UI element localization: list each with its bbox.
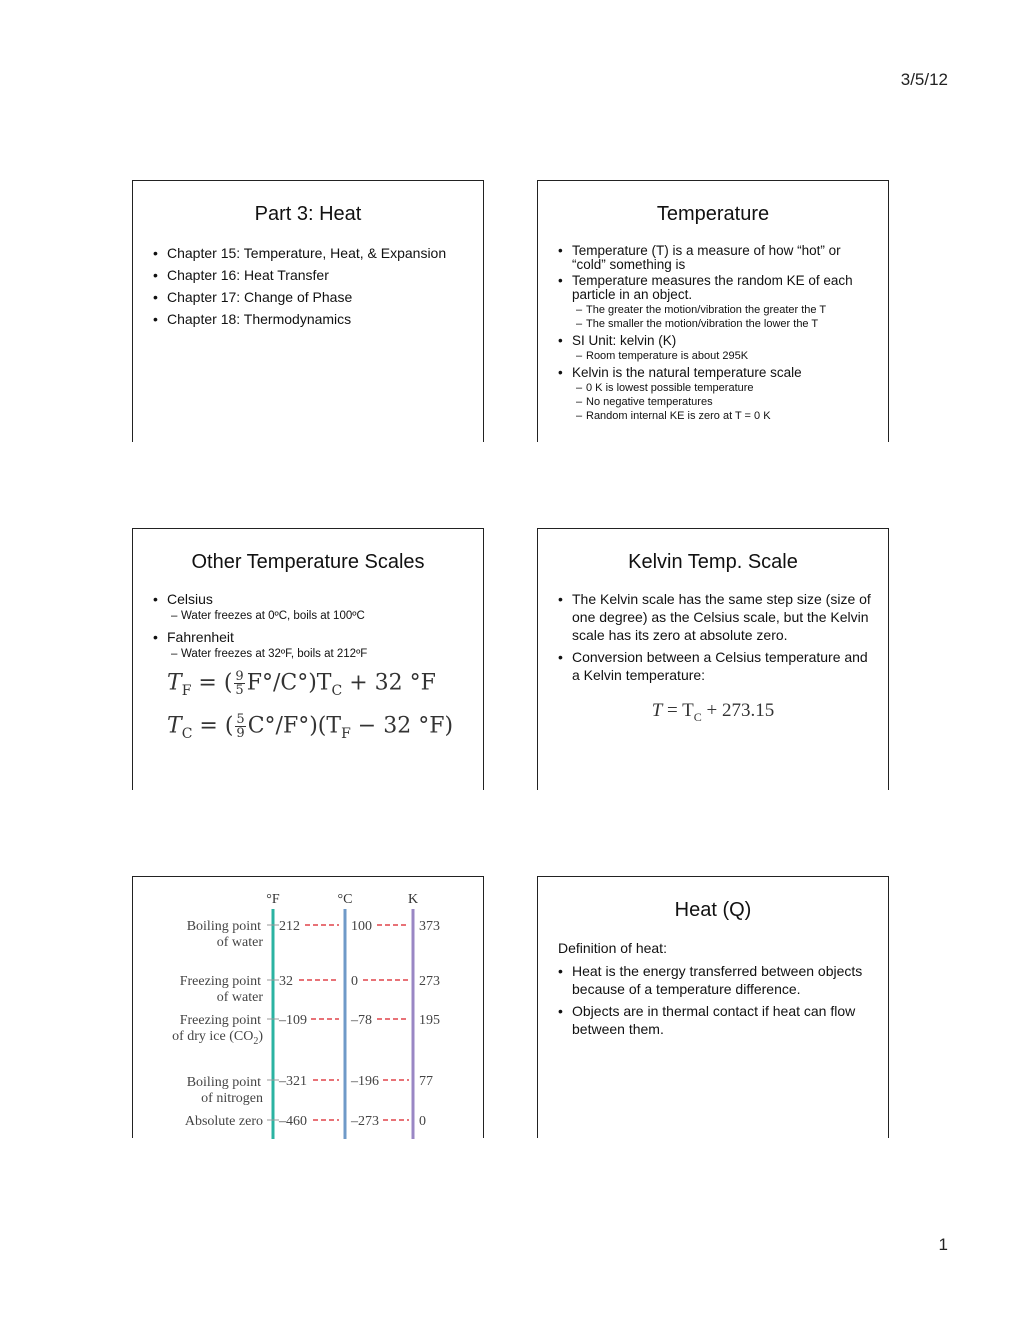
bullet-text: Fahrenheit <box>167 629 234 645</box>
celsius-value: 100 <box>351 919 372 934</box>
fahrenheit-value: 32 <box>279 974 293 989</box>
temperature-scale-diagram <box>133 877 482 1139</box>
fahrenheit-value: –109 <box>279 1013 307 1028</box>
slide-other-temperature-scales <box>132 528 484 790</box>
table-row <box>187 1074 433 1106</box>
row-label: Absolute zero <box>184 1114 263 1129</box>
sub-list-item: – Water freezes at 32ºF, boils at 212ºF <box>171 647 467 662</box>
list-item <box>153 628 467 662</box>
page-number: 1 <box>938 1235 948 1254</box>
kelvin-header: K <box>407 892 419 907</box>
sub-list <box>572 381 872 423</box>
fahrenheit-formula: $T_F$ = ( $\frac{9}{5}$ $F^\circ/C^\circ)T_C + 32$ °F <box>167 669 436 699</box>
row-label: of water <box>216 935 263 950</box>
celsius-header: °C <box>337 892 353 907</box>
list-item <box>558 366 872 423</box>
slide-title: Temperature <box>656 203 770 225</box>
list-item: • Chapter 17: Change of Phase <box>153 288 467 306</box>
fahrenheit-header: °F <box>266 892 280 907</box>
kelvin-value: 77 <box>419 1074 433 1089</box>
celsius-value: 0 <box>351 974 358 989</box>
sub-list-item: – The greater the motion/vibration the greater the T <box>576 303 872 317</box>
list-item: • The Kelvin scale has the same step size (size of one degree) as the Celsius scale, but the Kelvin scale has its zero at absolute zero. <box>558 590 872 644</box>
row-label: Boiling point <box>186 1075 261 1090</box>
list-item: • Objects are in thermal contact if heat can flow between them. <box>558 1002 872 1038</box>
celsius-value: –196 <box>351 1074 379 1089</box>
slide-title: Other Temperature Scales <box>191 551 425 573</box>
slide-part3-heat <box>132 180 484 442</box>
table-row <box>172 1013 440 1047</box>
sub-list <box>167 647 467 662</box>
bullet-text: SI Unit: kelvin (K) <box>572 333 677 348</box>
slide-kelvin-temp-scale <box>537 528 889 790</box>
kelvin-value: 195 <box>419 1013 440 1028</box>
list-item <box>558 334 872 363</box>
table-row <box>187 919 440 950</box>
sub-list <box>167 609 467 624</box>
row-label: Freezing point <box>179 1013 261 1028</box>
bullet-list <box>538 590 888 684</box>
fahrenheit-value: –321 <box>279 1074 307 1089</box>
sub-list-item: – Water freezes at 0ºC, boils at 100ºC <box>171 609 467 624</box>
kelvin-value: 0 <box>419 1114 426 1129</box>
sub-list <box>572 349 872 363</box>
list-item: • Heat is the energy transferred between objects because of a temperature difference. <box>558 962 872 998</box>
row-label: Boiling point <box>186 919 261 934</box>
slide-title: Part 3: Heat <box>254 203 362 225</box>
page-date: 3/5/12 <box>900 70 948 89</box>
celsius-value: –273 <box>351 1114 379 1129</box>
kelvin-value: 273 <box>419 974 440 989</box>
celsius-value: –78 <box>351 1013 372 1028</box>
fahrenheit-value: –460 <box>279 1114 307 1129</box>
kelvin-value: 373 <box>419 919 440 934</box>
sub-list-item: – Random internal KE is zero at T = 0 K <box>576 409 872 423</box>
list-item: • Conversion between a Celsius temperature and a Kelvin temperature: <box>558 648 872 684</box>
table-row <box>180 974 440 1005</box>
bullet-list <box>538 244 888 423</box>
list-item <box>558 244 872 272</box>
fahrenheit-value: 212 <box>279 919 300 934</box>
row-label: of nitrogen <box>201 1091 263 1106</box>
row-label: of dry ice $(CO_2)$ <box>172 1029 263 1047</box>
slide-temperature <box>537 180 889 442</box>
list-item <box>558 274 872 331</box>
list-item: • Chapter 15: Temperature, Heat, & Expansion <box>153 244 467 262</box>
sub-list-item: – 0 K is lowest possible temperature <box>576 381 872 395</box>
bullet-list <box>133 590 483 662</box>
sub-list <box>572 303 872 331</box>
bullet-text: Kelvin is the natural temperature scale <box>572 365 802 380</box>
slide-heat-q <box>537 876 889 1138</box>
row-label: of water <box>216 990 263 1005</box>
bullet-text: Temperature (T) is a measure of how “hot” or “cold” something is <box>572 243 841 272</box>
bullet-text: Celsius <box>167 591 213 607</box>
list-item: • Chapter 16: Heat Transfer <box>153 266 467 284</box>
kelvin-formula: $T = T_C + 273.15$ <box>651 700 775 724</box>
celsius-formula: $T_C$ = ( $\frac{5}{9}$ $C^\circ/F^\circ)(T_F - 32$ °F) <box>167 711 454 742</box>
sub-list-item: – The smaller the motion/vibration the lower the T <box>576 317 872 331</box>
sub-list-item: – Room temperature is about 295K <box>576 349 872 363</box>
slide-title: Heat (Q) <box>674 899 752 921</box>
definition-intro: Definition of heat: <box>558 940 667 956</box>
table-row <box>185 1114 426 1129</box>
bullet-text: Temperature measures the random KE of each particle in an object. <box>572 273 853 302</box>
slide-title: Kelvin Temp. Scale <box>628 551 798 573</box>
bullet-list <box>538 962 888 1038</box>
row-label: Freezing point <box>179 974 261 989</box>
sub-list-item: – No negative temperatures <box>576 395 872 409</box>
list-item <box>153 590 467 624</box>
list-item: • Chapter 18: Thermodynamics <box>153 310 467 328</box>
slide-temperature-scale-diagram <box>132 876 484 1138</box>
bullet-list <box>133 244 483 328</box>
